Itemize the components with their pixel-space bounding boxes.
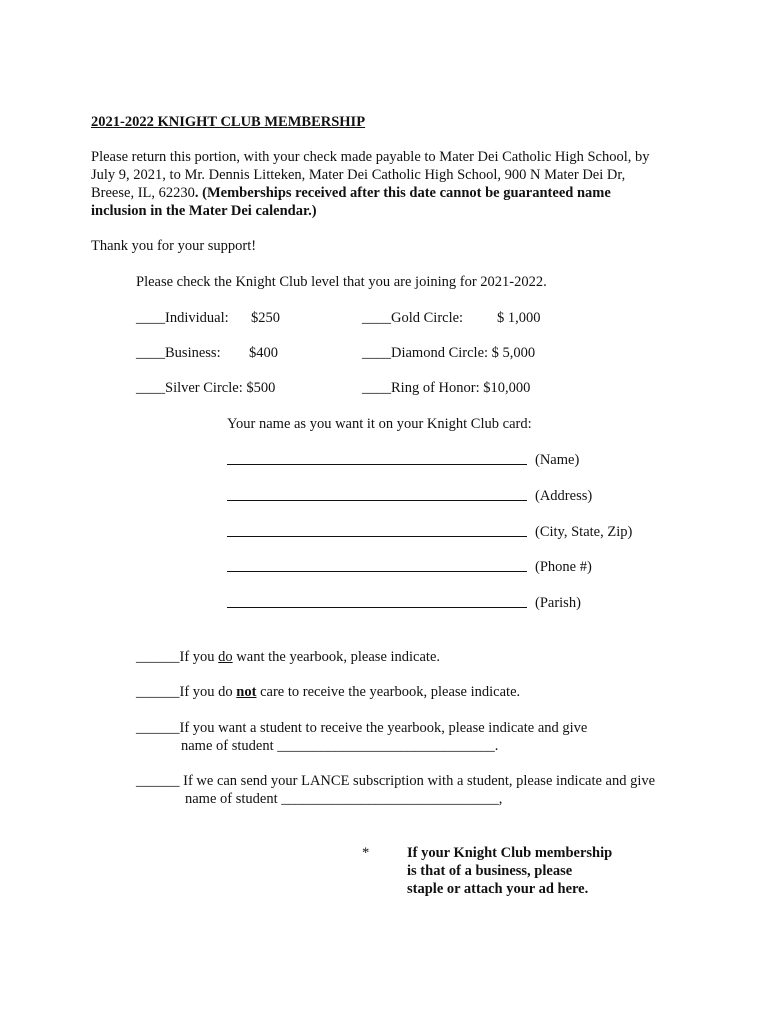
deadline-warning-part-1: . (Memberships received after this date cannot be guaranteed name: [194, 185, 611, 201]
option-text: care to receive the yearbook, please indicate.: [256, 684, 521, 700]
business-note-line-2: is that of a business, please: [407, 863, 573, 879]
level-label: Ring of Honor: $10,000: [391, 380, 531, 396]
business-ad-note: [407, 844, 612, 898]
level-label: Silver Circle: $500: [165, 380, 276, 396]
yearbook-student-option[interactable]: [136, 719, 587, 737]
business-note-line-1: If your Knight Club membership: [407, 845, 613, 861]
name-field-line[interactable]: [227, 464, 527, 465]
instructions-line-3: [91, 184, 691, 202]
phone-field-label: (Phone #): [535, 559, 592, 575]
phone-field-line[interactable]: [227, 571, 527, 572]
parish-field-label: (Parish): [535, 595, 581, 611]
name-field-label: (Name): [535, 452, 580, 468]
yearbook-not-want-option[interactable]: [136, 683, 520, 701]
level-business-amount: $400: [249, 345, 278, 361]
address-field-line[interactable]: [227, 500, 527, 501]
level-blank: ____: [136, 345, 165, 361]
level-blank: ____: [362, 380, 391, 396]
option-blank: ______: [136, 773, 180, 789]
level-blank: ____: [362, 345, 391, 361]
level-ring-of-honor[interactable]: [362, 379, 530, 397]
lance-student-name-line[interactable]: name of student ______________________________,: [185, 791, 503, 807]
city-state-zip-field-line[interactable]: [227, 536, 527, 537]
level-blank: ____: [136, 380, 165, 396]
emphasis-not: not: [236, 684, 257, 700]
thank-you-text: Thank you for your support!: [91, 238, 257, 254]
level-gold-circle-amount: $ 1,000: [497, 310, 541, 326]
option-text: If you do: [179, 684, 237, 700]
option-blank: ______: [136, 649, 180, 665]
level-business[interactable]: [136, 344, 221, 362]
instructions-line-2: July 9, 2021, to Mr. Dennis Litteken, Mater Dei Catholic High School, 900 N Mater Dei Dr,: [91, 167, 626, 183]
asterisk-marker: *: [362, 845, 370, 861]
option-blank: ______: [136, 684, 180, 700]
level-label: Gold Circle:: [391, 310, 464, 326]
level-label: Diamond Circle: $ 5,000: [391, 345, 536, 361]
address-field-label: (Address): [535, 488, 593, 504]
form-title: 2021-2022 KNIGHT CLUB MEMBERSHIP: [91, 114, 366, 130]
level-diamond-circle[interactable]: [362, 344, 535, 362]
yearbook-student-name-line[interactable]: name of student ______________________________.: [181, 738, 499, 754]
city-state-zip-field-label: (City, State, Zip): [535, 524, 633, 540]
yearbook-want-option[interactable]: [136, 648, 440, 666]
level-individual-amount: $250: [251, 310, 280, 326]
deadline-warning-part-2: inclusion in the Mater Dei calendar.): [91, 203, 317, 219]
level-label: Individual:: [165, 310, 229, 326]
option-text: If you want a student to receive the yearbook, please indicate and give: [179, 720, 588, 736]
option-text: If we can send your LANCE subscription with a student, please indicate and give: [179, 773, 656, 789]
instructions-line-1: Please return this portion, with your check made payable to Mater Dei Catholic High School, by: [91, 149, 650, 165]
name-prompt: Your name as you want it on your Knight Club card:: [227, 416, 532, 432]
level-silver-circle[interactable]: [136, 379, 275, 397]
option-blank: ______: [136, 720, 180, 736]
business-note-line-3: staple or attach your ad here.: [407, 881, 589, 897]
emphasis-do: do: [218, 649, 233, 665]
level-blank: ____: [362, 310, 391, 326]
level-blank: ____: [136, 310, 165, 326]
option-text: If you: [179, 649, 219, 665]
option-text: want the yearbook, please indicate.: [232, 649, 441, 665]
address-text: Breese, IL, 62230: [91, 185, 195, 201]
level-individual[interactable]: [136, 309, 229, 327]
instructions-paragraph: [91, 148, 691, 220]
level-prompt: Please check the Knight Club level that you are joining for 2021-2022.: [136, 274, 547, 290]
level-gold-circle[interactable]: [362, 309, 463, 327]
lance-subscription-option[interactable]: [136, 772, 655, 790]
level-label: Business:: [165, 345, 221, 361]
parish-field-line[interactable]: [227, 607, 527, 608]
